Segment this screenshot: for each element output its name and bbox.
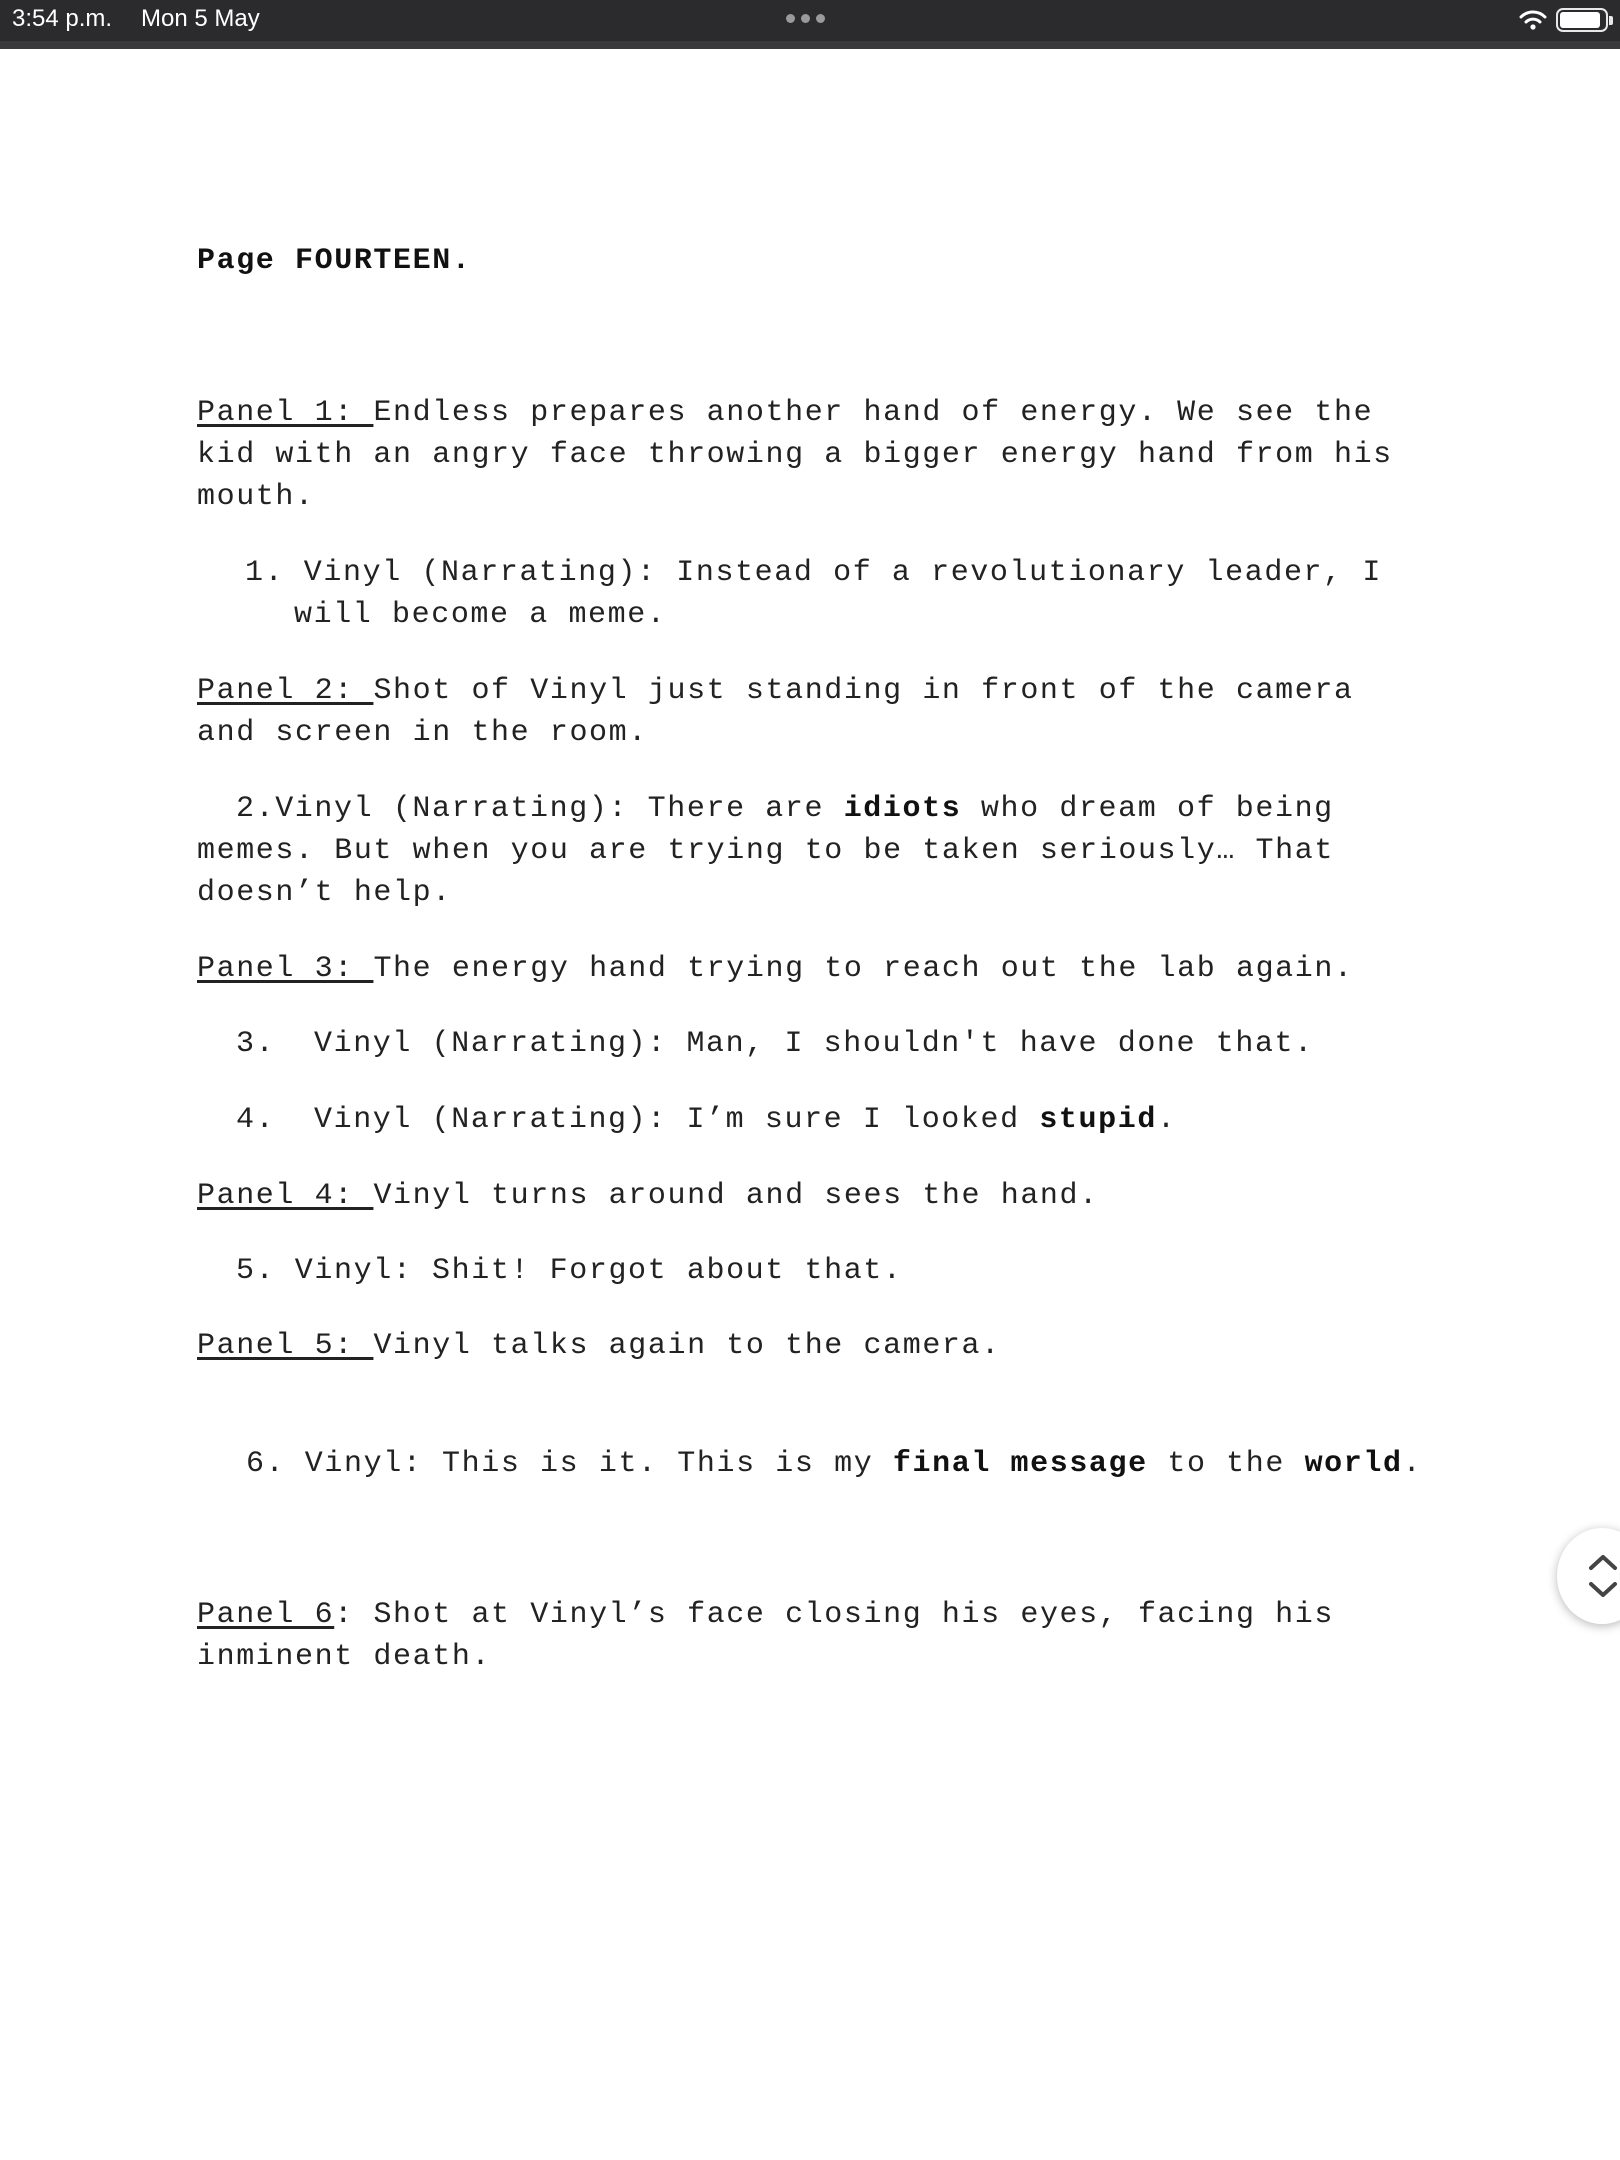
panel-1-text: Endless prepares another hand of energy. We see the <box>373 396 1374 430</box>
dialog-3-number: 3. <box>236 1027 276 1061</box>
panel-4-label: Panel 4: <box>197 1179 374 1213</box>
dialog-4-bold: stupid <box>1039 1103 1157 1137</box>
panel-5-text: Vinyl talks again to the camera. <box>373 1329 1001 1363</box>
panel-3-label: Panel 3: <box>197 952 374 986</box>
panel-4-line <box>197 1179 1099 1213</box>
panel-2-line-2: and screen in the room. <box>197 716 648 750</box>
status-date: Mon 5 May <box>141 5 260 32</box>
panel-1-line-3: mouth. <box>197 480 315 514</box>
dialog-2-text-b: who dream of being <box>961 792 1334 826</box>
dialog-4-end: . <box>1156 1103 1177 1137</box>
panel-5-line <box>197 1329 1001 1363</box>
dialog-2-bold: idiots <box>843 792 962 826</box>
panel-5-label: Panel 5: <box>197 1329 374 1363</box>
dialog-5-line: 5. Vinyl: Shit! Forgot about that. <box>236 1254 903 1288</box>
panel-3-text: The energy hand trying to reach out the lab again. <box>373 952 1354 986</box>
dialog-6-bold-a: final message <box>892 1447 1148 1481</box>
page-title: Page FOURTEEN. <box>197 244 472 278</box>
dialog-1-line-2: will become a meme. <box>294 598 667 632</box>
dialog-4-number: 4. <box>236 1103 276 1137</box>
panel-1-line-2: kid with an angry face throwing a bigger energy hand from his <box>197 438 1393 472</box>
dialog-2-line-1 <box>236 792 1334 826</box>
dialog-1-line-1: 1. Vinyl (Narrating): Instead of a revolutionary leader, I <box>245 556 1382 590</box>
dialog-3-text: Vinyl (Narrating): Man, I shouldn't have done that. <box>314 1027 1314 1061</box>
dialog-6-bold-b: world <box>1304 1447 1403 1481</box>
panel-6-text: : Shot at Vinyl’s face closing his eyes, facing his <box>334 1598 1334 1632</box>
dialog-2-text-a: 2.Vinyl (Narrating): There are <box>236 792 844 826</box>
page-up-down-icon[interactable] <box>1583 1550 1620 1602</box>
panel-1-line-1 <box>197 396 1373 430</box>
dialog-6-text-a: 6. Vinyl: This is it. This is my <box>246 1447 893 1481</box>
dialog-6-line <box>246 1447 1422 1481</box>
dialog-4-line <box>314 1103 1177 1137</box>
status-time: 3:54 p.m. <box>12 5 113 32</box>
panel-6-label: Panel 6 <box>197 1598 335 1632</box>
panel-2-text: Shot of Vinyl just standing in front of the camera <box>373 674 1354 708</box>
dialog-2-line-3: doesn’t help. <box>197 876 452 910</box>
panel-2-line-1 <box>197 674 1354 708</box>
dialog-2-line-2: memes. But when you are trying to be taken seriously… That <box>197 834 1334 868</box>
panel-6-line-2: inminent death. <box>197 1640 492 1674</box>
panel-4-text: Vinyl turns around and sees the hand. <box>373 1179 1099 1213</box>
dialog-4-text: Vinyl (Narrating): I’m sure I looked <box>314 1103 1040 1137</box>
dialog-6-end: . <box>1402 1447 1423 1481</box>
panel-1-label: Panel 1: <box>197 396 374 430</box>
panel-3-line <box>197 952 1354 986</box>
panel-6-line-1 <box>197 1598 1334 1632</box>
dialog-6-text-b: to the <box>1147 1447 1305 1481</box>
panel-2-label: Panel 2: <box>197 674 374 708</box>
